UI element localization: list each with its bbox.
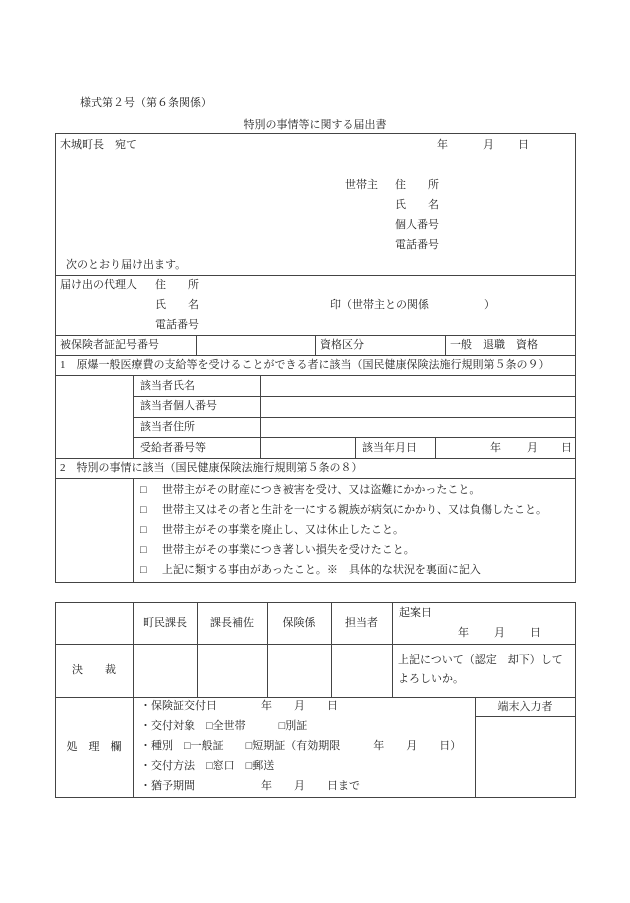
approver-column-header: 町民課長 [143,617,187,629]
date-month-label: 月 [494,627,505,639]
card-number-label: 被保険者証記号番号 [60,339,159,351]
row-divider [55,355,575,356]
decision-text: 上記について（認定 却下）してよろしいか。 [398,654,563,685]
date-day-label: 日 [530,627,541,639]
date-day-label: 日 [561,442,572,454]
form-title: 特別の事情等に関する届出書 [243,119,387,131]
checkbox: □ [140,504,147,516]
qualification-options: 一般 退職 資格 [450,339,538,351]
householder-address-label: 住 所 [395,179,439,191]
checkbox: □ [140,564,147,576]
applicant-personal-number-label: 該当者個人番号 [140,400,217,412]
householder-heading: 世帯主 [345,179,378,191]
processing-line: ・交付方法 □窓口 □郵送 [140,760,275,772]
date-year-label: 年 [490,442,501,454]
reason-item: 世帯主又はその者と生計を一にする親族が病気にかかり、又は負傷したこと。 [162,504,547,516]
processing-label: 処 理 欄 [66,741,122,753]
householder-personal-number-label: 個人番号 [395,219,439,231]
column-divider [355,437,356,458]
checkbox: □ [140,484,147,496]
processing-line: ・猶予期間 年 月 日まで [140,780,360,792]
applicable-date-label: 該当年月日 [362,442,417,454]
addressee: 木城町長 宛て [60,139,137,151]
terminal-input-label: 端末入力者 [497,701,553,713]
reason-item: 世帯主がその事業につき著しい損失を受けたこと。 [162,544,415,556]
approver-column-header: 保険係 [282,617,316,629]
checkbox: □ [140,524,147,536]
date-year-label: 年 [458,627,469,639]
column-divider [133,602,134,797]
date-year-label: 年 [437,139,448,151]
column-divider [133,478,134,582]
column-divider [315,335,316,355]
row-divider [133,437,575,438]
reason-item: 世帯主がその事業を廃止し、又は休止したこと。 [162,524,404,536]
column-divider [435,437,436,458]
approver-column-header: 課長補佐 [210,617,254,629]
column-divider [445,335,446,355]
row-divider [133,396,575,397]
column-divider [133,375,134,458]
drafted-date-label: 起案日 [399,607,432,619]
reason-item: 世帯主がその財産につき被害を受け、又は盗難にかかったこと。 [162,484,481,496]
householder-phone-label: 電話番号 [395,239,439,251]
agent-phone-label: 電話番号 [155,319,199,331]
column-divider [260,375,261,458]
row-divider [55,275,575,276]
approver-column-header: 担当者 [345,617,378,629]
applicant-name-label: 該当者氏名 [140,380,195,392]
applicant-address-label: 該当者住所 [140,421,195,433]
column-divider [392,602,393,697]
recipient-number-label: 受給者番号等 [140,442,206,454]
processing-line: ・交付対象 □全世帯 □別証 [140,720,308,732]
decision-label: 決 裁 [72,664,116,676]
checkbox: □ [140,544,147,556]
row-divider [55,458,575,459]
qualification-label: 資格区分 [320,339,364,351]
notification-statement: 次のとおり届け出ます。 [66,259,187,271]
agent-heading: 届け出の代理人 [60,279,137,291]
section2-heading: 2 特別の事情に該当（国民健康保険法施行規則第５条の８） [60,462,363,474]
date-month-label: 月 [483,139,494,151]
date-month-label: 月 [527,442,538,454]
agent-seal-relation: 印（世帯主との関係 ） [330,299,495,311]
processing-line: ・種別 □一般証 □短期証（有効期限 年 月 日） [140,740,462,752]
reason-item: 上記に類する事由があったこと。※ 具体的な状況を裏面に記入 [162,564,481,576]
agent-name-label: 氏 名 [155,299,199,311]
row-divider [133,417,575,418]
agent-address-label: 住 所 [155,279,199,291]
form-number: 様式第２号（第６条関係） [80,97,212,109]
column-divider [196,335,197,355]
section1-heading: 1 原爆一般医療費の支給等を受けることができる者に該当（国民健康保険法施行規則第５条の９） [60,359,550,371]
processing-line: ・保険証交付日 年 月 日 [140,700,338,712]
householder-name-label: 氏 名 [395,199,439,211]
date-day-label: 日 [518,139,529,151]
row-divider [475,716,575,717]
